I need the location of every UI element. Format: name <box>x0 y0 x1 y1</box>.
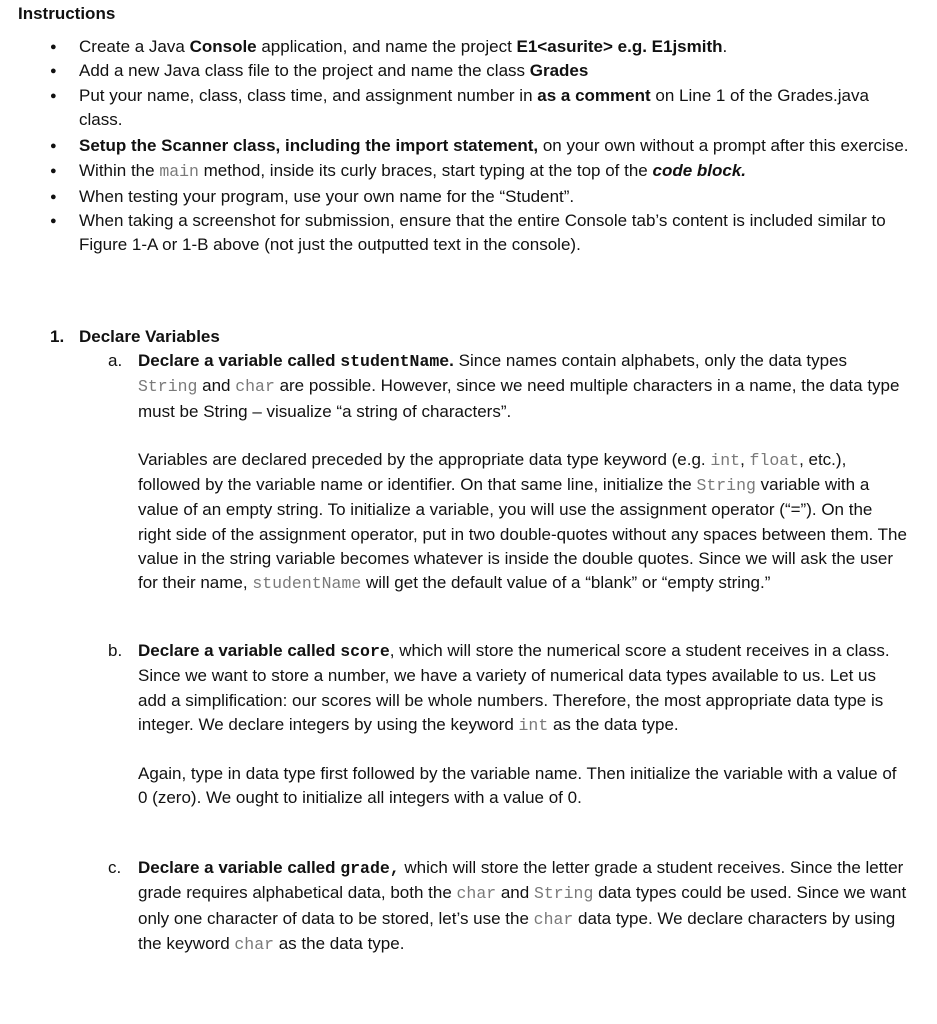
instruction-item <box>0 84 937 133</box>
code-keyword: studentName <box>252 574 362 594</box>
sub-item-b <box>108 639 908 811</box>
text-run: are possible. However, since we need multiple characters in a name, the data type must be String – visualize “a string of characters”. <box>138 376 900 421</box>
paragraph <box>138 856 908 957</box>
text-run: , which will store the numerical score a student receives in a class. Since we want to store a number, we have a variety of numerical data types available to us. Let us add a simplification: our scores will be whole numbers. Therefore, the most appropriate data type is integer. We declare integers by using the keyword <box>138 641 890 734</box>
text-run: which will store the letter grade a student receives. Since the letter grade requires alphabetical data, both the <box>138 858 904 903</box>
text-run: as the data type. <box>548 714 679 734</box>
text-run: data types could be used. Since we want only one character of data to be stored, let’s use the <box>138 883 907 928</box>
instruction-item <box>0 35 937 59</box>
text-run: method, inside its curly braces, start typing at the top of the <box>198 161 653 181</box>
code-keyword: String <box>696 476 756 496</box>
instruction-item <box>0 59 937 83</box>
text-run: Put your name, class, class time, and assignment number in <box>79 85 538 105</box>
sub-item-label: a. <box>108 351 123 370</box>
text-run: E1<asurite> e.g. E1jsmith <box>516 37 723 56</box>
text-run: . <box>722 37 728 56</box>
sub-item-c <box>108 856 908 957</box>
code-keyword: grade, <box>340 859 400 878</box>
text-run: Within the <box>79 161 160 181</box>
instructions-heading: Instructions <box>18 4 116 23</box>
paragraph <box>138 349 908 424</box>
text-run: When taking a screenshot for submission, ensure that the entire Console tab’s content is included similar to Figure 1-A or 1-B above (not just the outputted text in the console). <box>79 211 886 255</box>
text-run: variable with a value of an empty string. To initialize a variable, you will use the assignment operator (“=”). On the right side of the assignment operator, put in two double-quotes without any spaces between them. The value in the string variable becomes whatever is inside the double quotes. Since we will ask the user for their name, <box>138 475 907 593</box>
text-run: . <box>449 351 454 370</box>
code-keyword: char <box>235 377 275 397</box>
code-keyword: float <box>749 450 800 470</box>
text-run: and <box>496 883 534 903</box>
text-run: Grades <box>529 61 589 81</box>
text-run: , etc.), followed by the variable name or identifier. On that same line, initialize the <box>138 449 847 495</box>
instruction-item <box>0 209 937 258</box>
text-run: Declare a variable called <box>138 641 341 660</box>
text-run: Variables are declared preceded by the appropriate data type keyword (e.g. <box>138 449 711 469</box>
sub-item-a <box>108 349 908 597</box>
code-keyword: char <box>533 909 574 929</box>
sub-item-label: c. <box>108 858 122 877</box>
text-run: code block. <box>652 161 747 181</box>
text-run: , <box>740 449 750 469</box>
code-keyword: String <box>138 377 198 397</box>
text-run: as the data type. <box>274 933 405 953</box>
code-keyword: main <box>159 162 199 182</box>
text-run: will get the default value of a “blank” or “empty string.” <box>361 573 771 593</box>
text-run: Create a Java <box>79 37 190 56</box>
instructions-list <box>0 35 937 258</box>
text-run: Add a new Java class file to the project and name the class <box>79 61 530 81</box>
code-keyword: char <box>456 884 497 904</box>
text-run: Declare a variable called <box>138 858 341 877</box>
instruction-item <box>0 159 937 184</box>
section-number: 1. <box>50 327 65 346</box>
code-keyword: int <box>710 450 741 470</box>
paragraph <box>138 762 908 811</box>
text-run: Declare a variable called <box>138 351 341 370</box>
text-run: When testing your program, use your own name for the “Student”. <box>79 186 575 206</box>
paragraph <box>138 639 908 738</box>
text-run: Setup the Scanner class, including the import statement, <box>79 136 539 156</box>
code-keyword: score <box>340 642 390 661</box>
text-run: Again, type in data type first followed by the variable name. Then initialize the variable with a value of 0 (zero). We ought to initialize all integers with a value of 0. <box>138 764 897 808</box>
text-run: Console <box>189 37 257 56</box>
text-run: as a comment <box>537 85 651 105</box>
text-run: on your own without a prompt after this exercise. <box>538 136 909 156</box>
text-run: Since names contain alphabets, only the data types <box>453 351 848 370</box>
text-run: and <box>197 376 236 396</box>
text-run: data type. We declare characters by using the keyword <box>138 908 896 953</box>
text-run: application, and name the project <box>256 37 517 56</box>
sub-item-label: b. <box>108 641 123 660</box>
code-keyword: char <box>234 934 274 954</box>
code-keyword: int <box>518 715 549 735</box>
instruction-item <box>0 134 937 158</box>
code-keyword: String <box>533 884 594 904</box>
section-title: Declare Variables <box>79 327 220 346</box>
text-run: on Line 1 of the Grades.java class. <box>79 85 869 129</box>
paragraph <box>138 448 908 597</box>
instruction-item <box>0 185 937 209</box>
section-heading <box>50 325 220 349</box>
code-keyword: studentName <box>340 352 450 371</box>
